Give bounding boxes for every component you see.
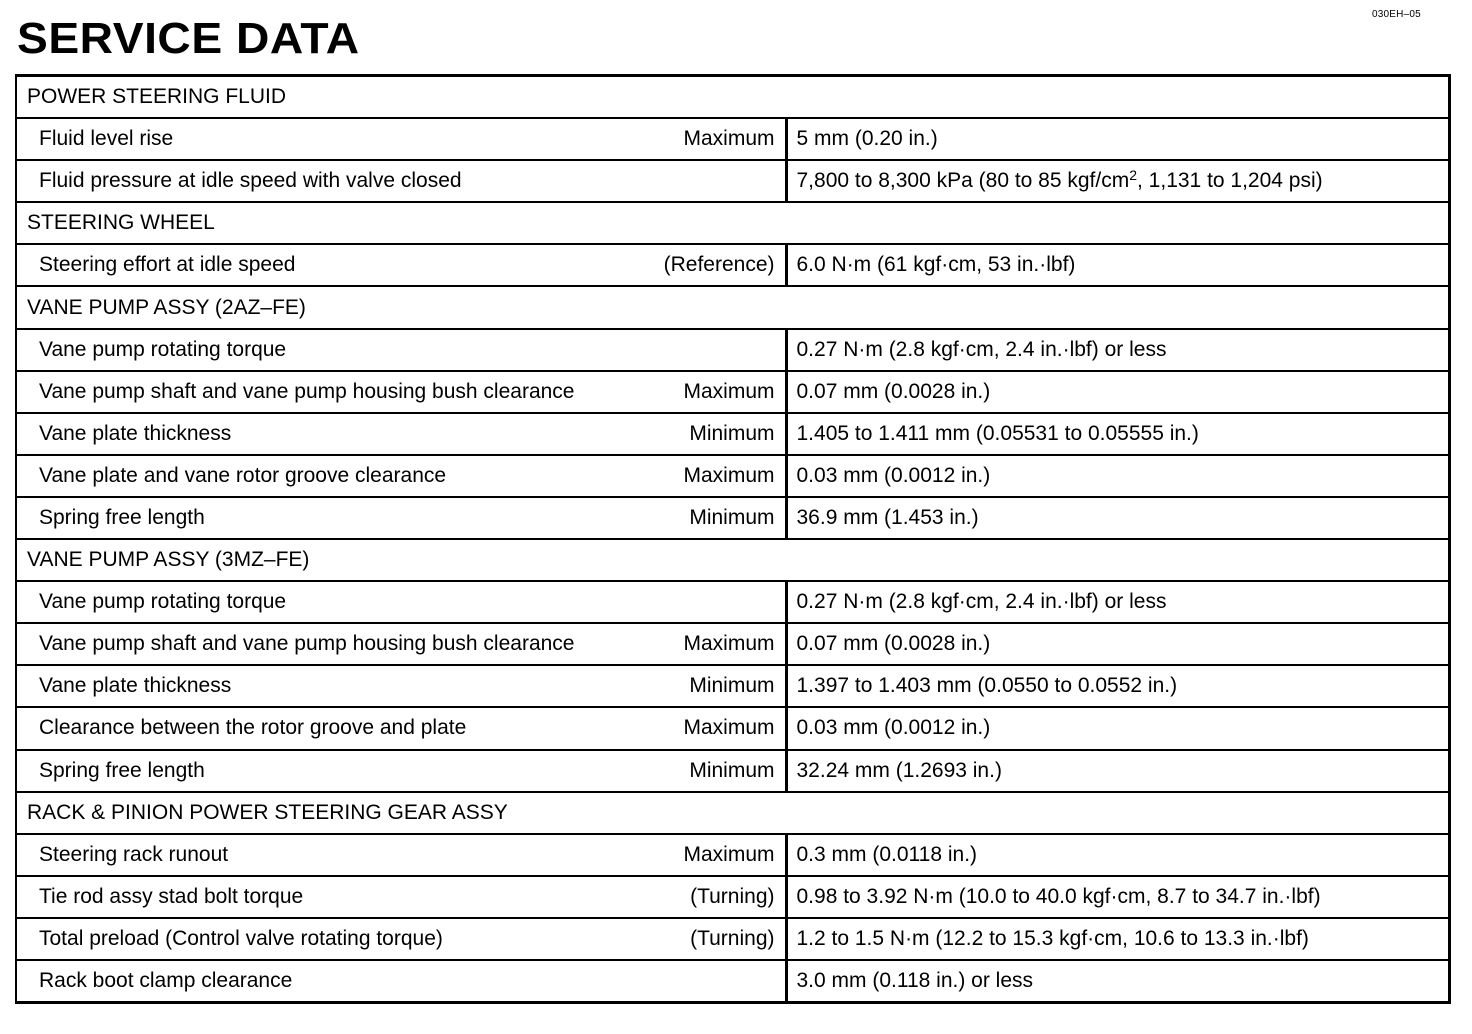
item-label: Tie rod assy stad bolt torque xyxy=(39,884,304,908)
item-value: 6.0 N·m (61 kgf·cm, 53 in.·lbf) xyxy=(786,244,1449,286)
item-qualifier: Maximum xyxy=(683,842,775,866)
item-label: Vane pump shaft and vane pump housing bush clearance xyxy=(39,379,575,403)
table-row xyxy=(16,160,1449,202)
table-row xyxy=(16,497,1449,539)
item-value: 0.07 mm (0.0028 in.) xyxy=(786,623,1449,665)
item-label: Steering rack runout xyxy=(39,842,229,866)
item-value: 32.24 mm (1.2693 in.) xyxy=(786,750,1449,792)
table-row xyxy=(16,371,1449,413)
section-title: POWER STEERING FLUID xyxy=(16,76,1449,119)
item-value: 0.98 to 3.92 N·m (10.0 to 40.0 kgf·cm, 8.7 to 34.7 in.·lbf) xyxy=(786,876,1449,918)
item-value: 0.03 mm (0.0012 in.) xyxy=(786,707,1449,749)
table-row xyxy=(16,834,1449,876)
table-row xyxy=(16,918,1449,960)
item-qualifier: (Turning) xyxy=(690,926,775,950)
item-qualifier: Minimum xyxy=(689,505,775,529)
section-title: STEERING WHEEL xyxy=(16,202,1449,244)
item-label: Total preload (Control valve rotating torque) xyxy=(39,926,443,950)
table-row xyxy=(16,960,1449,1003)
table-row xyxy=(16,413,1449,455)
item-value: 0.27 N·m (2.8 kgf·cm, 2.4 in.·lbf) or less xyxy=(786,329,1449,371)
section-header-row xyxy=(16,792,1449,834)
item-label: Vane pump rotating torque xyxy=(39,590,287,614)
item-label: Vane plate and vane rotor groove clearance xyxy=(39,463,447,487)
item-qualifier: Minimum xyxy=(689,674,775,698)
item-value: 36.9 mm (1.453 in.) xyxy=(786,497,1449,539)
item-qualifier: Maximum xyxy=(683,463,775,487)
item-label: Vane pump shaft and vane pump housing bush clearance xyxy=(39,632,575,656)
item-value: 0.3 mm (0.0118 in.) xyxy=(786,834,1449,876)
item-qualifier: Maximum xyxy=(683,127,775,151)
table-row xyxy=(16,455,1449,497)
item-label: Vane plate thickness xyxy=(39,674,232,698)
item-value: 1.2 to 1.5 N·m (12.2 to 15.3 kgf·cm, 10.6 to 13.3 in.·lbf) xyxy=(786,918,1449,960)
item-qualifier: (Reference) xyxy=(663,253,775,277)
table-row xyxy=(16,750,1449,792)
item-value: 5 mm (0.20 in.) xyxy=(786,118,1449,160)
item-qualifier: Minimum xyxy=(689,421,775,445)
section-header-row xyxy=(16,76,1449,119)
item-label: Clearance between the rotor groove and plate xyxy=(39,716,467,740)
item-label: Spring free length xyxy=(39,505,205,529)
section-title: VANE PUMP ASSY (3MZ–FE) xyxy=(16,539,1449,581)
section-header-row xyxy=(16,202,1449,244)
table-row xyxy=(16,876,1449,918)
item-qualifier: Maximum xyxy=(683,379,775,403)
item-value: 0.03 mm (0.0012 in.) xyxy=(786,455,1449,497)
table-row xyxy=(16,581,1449,623)
item-value: 0.07 mm (0.0028 in.) xyxy=(786,371,1449,413)
item-label: Spring free length xyxy=(39,758,205,782)
item-value: 1.405 to 1.411 mm (0.05531 to 0.05555 in.) xyxy=(786,413,1449,455)
document-code: 030EH–05 xyxy=(1372,9,1421,20)
section-header-row xyxy=(16,286,1449,328)
service-data-table xyxy=(15,74,1451,1004)
table-row xyxy=(16,623,1449,665)
table-row xyxy=(16,707,1449,749)
item-label: Fluid level rise xyxy=(39,127,174,151)
page-title: SERVICE DATA xyxy=(17,14,360,63)
table-row xyxy=(16,244,1449,286)
section-title: VANE PUMP ASSY (2AZ–FE) xyxy=(16,286,1449,328)
item-label: Rack boot clamp clearance xyxy=(39,969,293,993)
item-qualifier: (Turning) xyxy=(690,884,775,908)
item-value: 1.397 to 1.403 mm (0.0550 to 0.0552 in.) xyxy=(786,665,1449,707)
superscript: 2 xyxy=(1129,167,1138,184)
item-qualifier: Minimum xyxy=(689,758,775,782)
item-qualifier: Maximum xyxy=(683,632,775,656)
item-value: 3.0 mm (0.118 in.) or less xyxy=(786,960,1449,1003)
section-header-row xyxy=(16,539,1449,581)
table-row xyxy=(16,118,1449,160)
table-row xyxy=(16,329,1449,371)
item-label: Vane plate thickness xyxy=(39,421,232,445)
item-label: Vane pump rotating torque xyxy=(39,337,287,361)
item-qualifier: Maximum xyxy=(683,716,775,740)
item-label: Steering effort at idle speed xyxy=(39,253,296,277)
table-row xyxy=(16,665,1449,707)
item-label: Fluid pressure at idle speed with valve closed xyxy=(39,169,462,193)
item-value: 0.27 N·m (2.8 kgf·cm, 2.4 in.·lbf) or less xyxy=(786,581,1449,623)
item-value: 7,800 to 8,300 kPa (80 to 85 kgf/$cm^2$, 1,131 to 1,204 psi) xyxy=(786,160,1449,202)
section-title: RACK & PINION POWER STEERING GEAR ASSY xyxy=(16,792,1449,834)
